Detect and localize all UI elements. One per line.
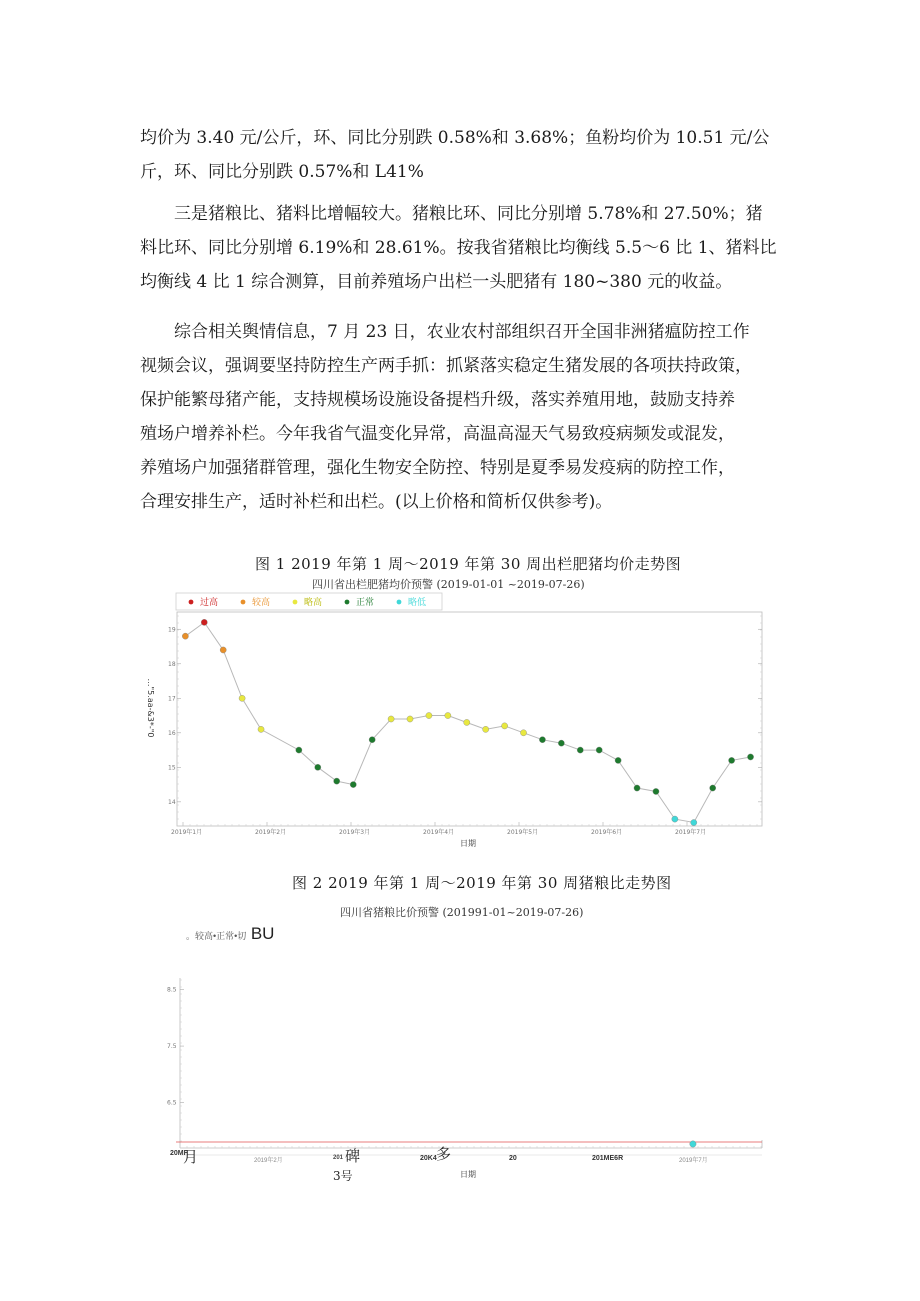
figure-1-y-axis-label: …"5.aa-&3*-"0: [146, 678, 155, 738]
paragraph-3-line-4: 殖场户增养补栏。今年我省气温变化异常，高温高湿天气易致疫病频发或混发，: [140, 424, 735, 444]
paragraph-1-line-2: 斤，环、同比分别跌 0.57%和 L41%: [140, 162, 424, 182]
price-point-25: [653, 788, 659, 794]
figure-1-legend: [176, 593, 442, 610]
fig2-y-tick-label-0: 6.5: [167, 1099, 177, 1107]
paragraph-1: [140, 121, 800, 189]
ratio-point-1: [690, 1141, 696, 1147]
price-point-29: [729, 757, 735, 763]
figure-2-legend-tail: BU: [250, 924, 275, 943]
paragraph-3-line-2: 视频会议，强调要坚持防控生产两手抓：抓紧落实稳定生猪发展的各项扶持政策，: [140, 356, 752, 376]
x-tick-label-4: 2019年5月: [507, 829, 539, 836]
price-point-4: [239, 695, 245, 701]
figure-2-subtitle: 四川省猪粮比价预警 (201991-01~2019-07-26): [340, 906, 584, 919]
legend-marker-4: [397, 600, 402, 605]
x-tick-label-1: 2019年2月: [255, 829, 287, 836]
y-tick-label-5: 19: [168, 626, 176, 634]
price-point-24: [634, 785, 640, 791]
paragraph-2-line-1: 三是猪粮比、猪料比增幅较大。猪粮比环、同比分别增 5.78%和 27.50%；猪: [174, 204, 763, 224]
x-tick-label-3: 2019年4月: [423, 829, 455, 836]
fig2-artifact-10: 2019年7月: [679, 1158, 708, 1164]
price-point-16: [483, 726, 489, 732]
paragraph-2-line-3: 均衡线 4 比 1 综合测算，目前养殖场户出栏一头肥猪有 180~380 元的收益。: [140, 272, 733, 292]
figure-1-caption: 图 1 2019 年第 1 周〜2019 年第 30 周出栏肥猪均价走势图: [255, 555, 682, 573]
figure-2-caption: 图 2 2019 年第 1 周〜2019 年第 30 周猪粮比走势图: [292, 874, 672, 892]
figure-2-legend: [186, 924, 274, 944]
paragraph-3-line-3: 保护能繁母猪产能，支持规模场设施设备提档升级，落实养殖用地，鼓励支持养: [140, 390, 735, 410]
paragraph-3-line-6: 合理安排生产，适时补栏和出栏。(以上价格和简析仅供参考)。: [140, 492, 613, 512]
legend-label-4: 略低: [408, 598, 427, 608]
legend-label-1: 较高: [252, 598, 271, 608]
y-tick-label-0: 14: [168, 798, 176, 806]
price-point-12: [407, 716, 413, 722]
x-tick-label-5: 2019年6月: [591, 829, 623, 836]
price-point-27: [691, 819, 697, 825]
legend-marker-1: [241, 600, 246, 605]
legend-marker-2: [293, 600, 298, 605]
price-point-19: [539, 737, 545, 743]
fig2-artifact-8: 20: [509, 1155, 517, 1162]
legend-marker-0: [189, 600, 194, 605]
x-tick-label-0: 2019年1月: [171, 829, 203, 836]
price-point-2: [201, 619, 207, 625]
fig2-artifact-6: 多: [436, 1145, 452, 1163]
price-point-20: [558, 740, 564, 746]
price-point-10: [369, 737, 375, 743]
price-point-15: [464, 719, 470, 725]
figure-2-chart: [0, 960, 920, 1180]
x-tick-label-6: 2019年7月: [675, 829, 707, 836]
price-point-30: [747, 754, 753, 760]
y-tick-label-1: 15: [168, 764, 176, 772]
price-point-11: [388, 716, 394, 722]
price-point-6: [296, 747, 302, 753]
fig2-y-tick-label-2: 8.5: [167, 986, 177, 994]
legend-label-3: 正常: [356, 598, 375, 608]
paragraph-2: [140, 197, 800, 299]
price-point-17: [502, 723, 508, 729]
price-point-28: [710, 785, 716, 791]
fig2-artifact-3: 2019年2月: [254, 1158, 283, 1164]
price-point-13: [426, 712, 432, 718]
legend-marker-3: [345, 600, 350, 605]
figure-2-x-axis-label: 日期: [460, 1170, 476, 1179]
price-point-3: [220, 647, 226, 653]
paragraph-1-line-1: 均价为 3.40 元/公斤，环、同比分别跌 0.58%和 3.68%；鱼粉均价为 10.51 元/公: [140, 128, 770, 148]
price-point-22: [596, 747, 602, 753]
price-point-9: [350, 781, 356, 787]
fig2-artifact-11: 3号: [333, 1169, 353, 1183]
y-tick-label-4: 18: [168, 660, 176, 668]
fig2-artifact-7: 20K4: [420, 1155, 437, 1162]
legend-label-0: 过高: [200, 598, 219, 608]
figure-1-subtitle: 四川省出栏肥猪均价预警 (2019-01-01 ~2019-07-26): [312, 578, 585, 591]
price-point-14: [445, 712, 451, 718]
figure-2-legend-text: 。较高•正常•切: [186, 931, 247, 941]
figure-1-chart: [0, 588, 920, 868]
fig2-y-tick-label-1: 7.5: [167, 1043, 177, 1051]
paragraph-3-line-1: 综合相关舆情信息，7 月 23 日，农业农村部组织召开全国非洲猪瘟防控工作: [174, 322, 750, 342]
price-point-26: [672, 816, 678, 822]
fig2-artifact-5: 碑: [345, 1147, 361, 1165]
price-point-21: [577, 747, 583, 753]
price-point-18: [520, 730, 526, 736]
price-point-7: [315, 764, 321, 770]
legend-label-2: 略高: [304, 598, 323, 608]
fig2-artifact-1: 20MF: [170, 1150, 188, 1157]
fig2-artifact-9: 201ME6R: [592, 1155, 624, 1162]
paragraph-3: [140, 315, 800, 519]
paragraph-3-line-5: 养殖场户加强猪群管理，强化生物安全防控、特别是夏季易发疫病的防控工作，: [140, 458, 735, 478]
figure-1-plot-frame: [177, 612, 762, 826]
price-point-8: [334, 778, 340, 784]
fig2-artifact-4: 201: [333, 1155, 344, 1161]
fig2-artifact-2: 月: [183, 1148, 199, 1166]
figure-1-x-axis-label: 日期: [460, 839, 476, 848]
price-point-23: [615, 757, 621, 763]
y-tick-label-2: 16: [168, 729, 176, 737]
x-tick-label-2: 2019年3月: [339, 829, 371, 836]
price-point-1: [182, 633, 188, 639]
price-point-5: [258, 726, 264, 732]
y-tick-label-3: 17: [168, 695, 176, 703]
paragraph-2-line-2: 料比环、同比分别增 6.19%和 28.61%。按我省猪粮比均衡线 5.5～6 比 1、猪料比: [140, 238, 777, 258]
